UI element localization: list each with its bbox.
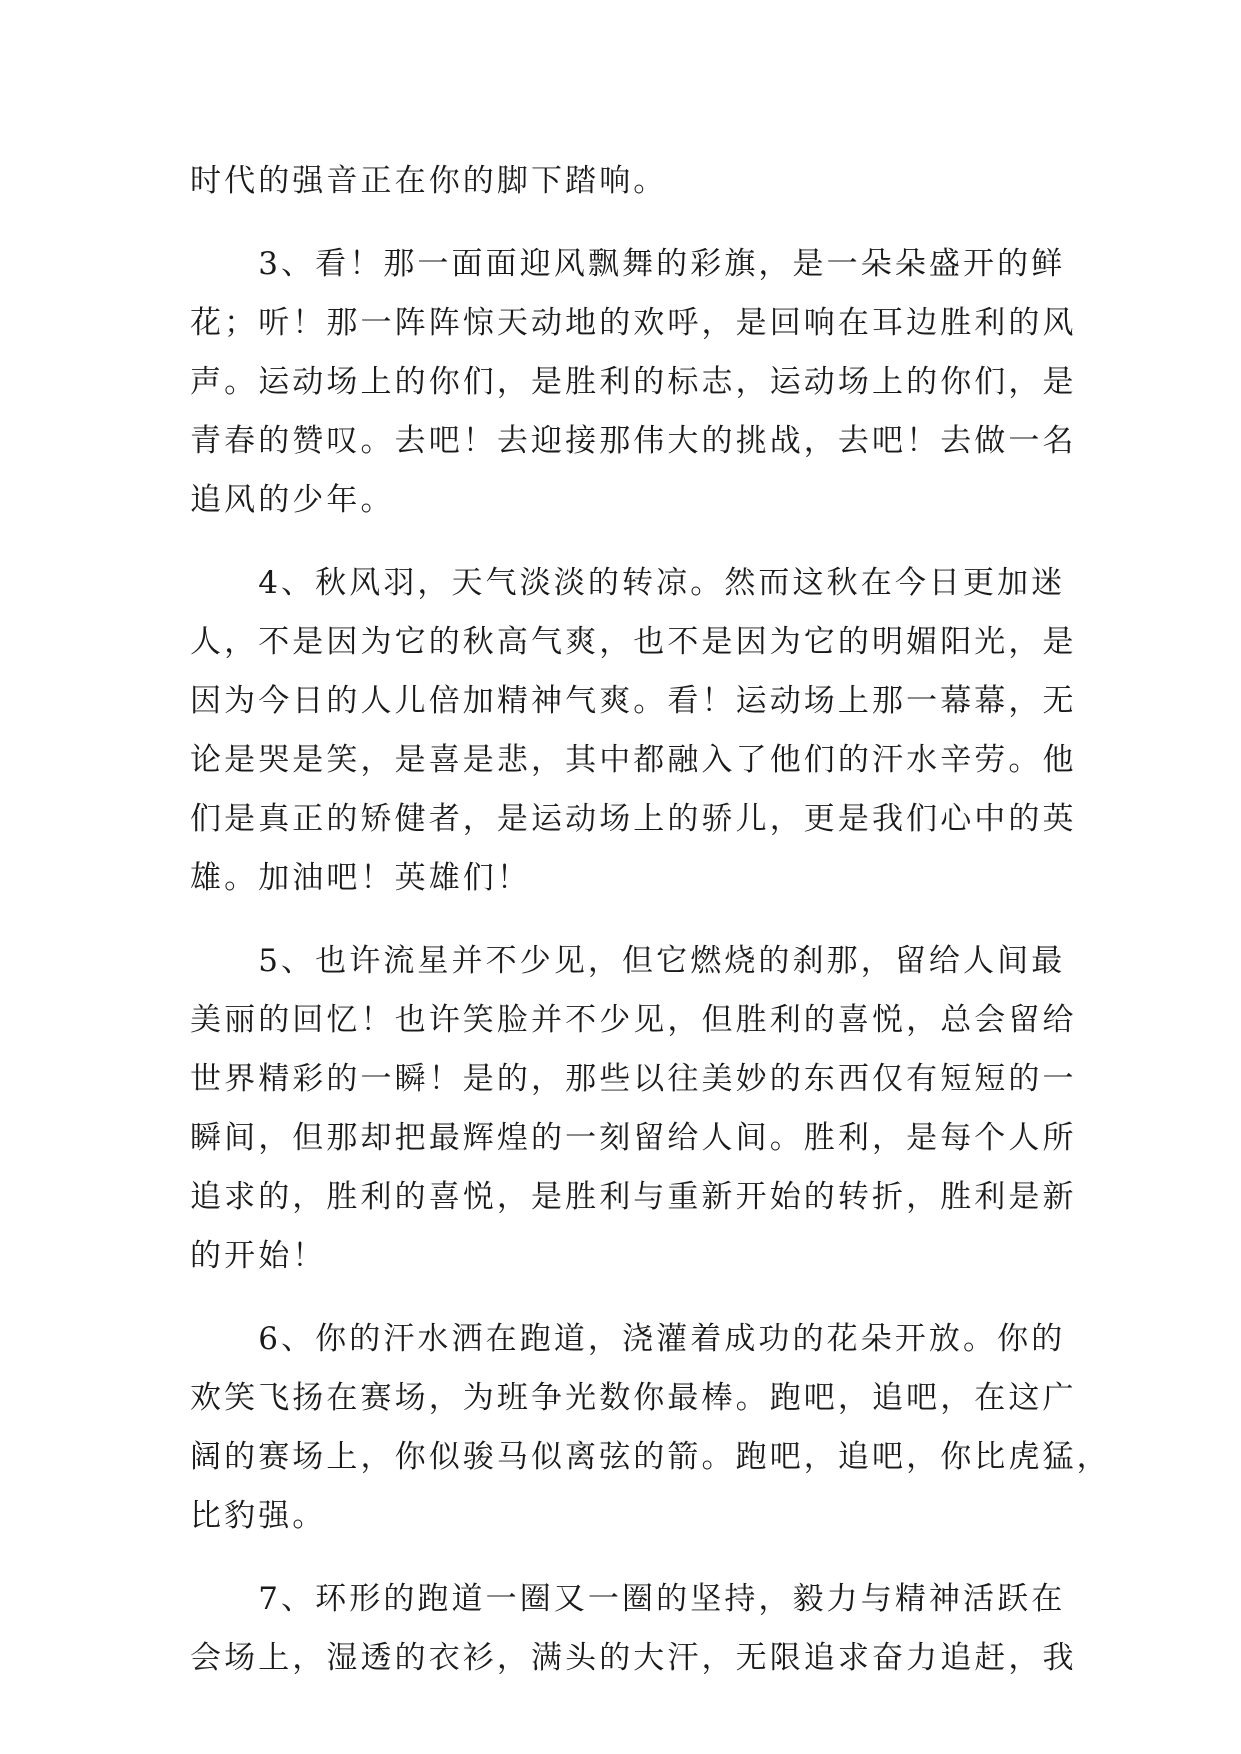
text-line: 比豹强。 — [190, 1498, 327, 1534]
paragraph — [190, 554, 1077, 908]
paragraph — [190, 932, 1077, 1286]
text-line: 时代的强音正在你的脚下踏响。 — [190, 163, 668, 199]
paragraph — [190, 1570, 1077, 1688]
text-line: 7、环形的跑道一圈又一圈的坚持，毅力与精神活跃在 — [190, 1581, 1066, 1617]
text-line: 人，不是因为它的秋高气爽，也不是因为它的明媚阳光，是 — [190, 624, 1077, 660]
text-line: 声。运动场上的你们，是胜利的标志，运动场上的你们，是 — [190, 364, 1077, 400]
text-line: 们是真正的矫健者，是运动场上的骄儿，更是我们心中的英 — [190, 801, 1077, 837]
text-line: 的开始！ — [190, 1238, 327, 1274]
text-line: 花；听！那一阵阵惊天动地的欢呼，是回响在耳边胜利的风 — [190, 305, 1077, 341]
text-line: 论是哭是笑，是喜是悲，其中都融入了他们的汗水辛劳。他 — [190, 742, 1077, 778]
document-body — [190, 152, 1111, 1688]
text-line: 美丽的回忆！也许笑脸并不少见，但胜利的喜悦，总会留给 — [190, 1002, 1077, 1038]
text-line: 阔的赛场上，你似骏马似离弦的箭。跑吧，追吧，你比虎猛， — [190, 1439, 1111, 1475]
text-line: 因为今日的人儿倍加精神气爽。看！运动场上那一幕幕，无 — [190, 683, 1077, 719]
text-line: 欢笑飞扬在赛场，为班争光数你最棒。跑吧，追吧，在这广 — [190, 1380, 1077, 1416]
text-line: 追求的，胜利的喜悦，是胜利与重新开始的转折，胜利是新 — [190, 1179, 1077, 1215]
paragraph — [190, 235, 1077, 530]
text-line: 3、看！那一面面迎风飘舞的彩旗，是一朵朵盛开的鲜 — [190, 246, 1066, 282]
text-line: 雄。加油吧！英雄们！ — [190, 860, 531, 896]
text-line: 世界精彩的一瞬！是的，那些以往美妙的东西仅有短短的一 — [190, 1061, 1077, 1097]
text-line: 会场上，湿透的衣衫，满头的大汗，无限追求奋力追赶，我 — [190, 1640, 1077, 1676]
text-line: 4、秋风羽，天气淡淡的转凉。然而这秋在今日更加迷 — [190, 565, 1066, 601]
text-line: 瞬间，但那却把最辉煌的一刻留给人间。胜利，是每个人所 — [190, 1120, 1077, 1156]
text-line: 6、你的汗水洒在跑道，浇灌着成功的花朵开放。你的 — [190, 1321, 1066, 1357]
text-line: 5、也许流星并不少见，但它燃烧的刹那，留给人间最 — [190, 943, 1066, 979]
text-line: 青春的赞叹。去吧！去迎接那伟大的挑战，去吧！去做一名 — [190, 423, 1077, 459]
text-line: 追风的少年。 — [190, 482, 395, 518]
paragraph — [190, 152, 1052, 211]
paragraph — [190, 1310, 1111, 1546]
